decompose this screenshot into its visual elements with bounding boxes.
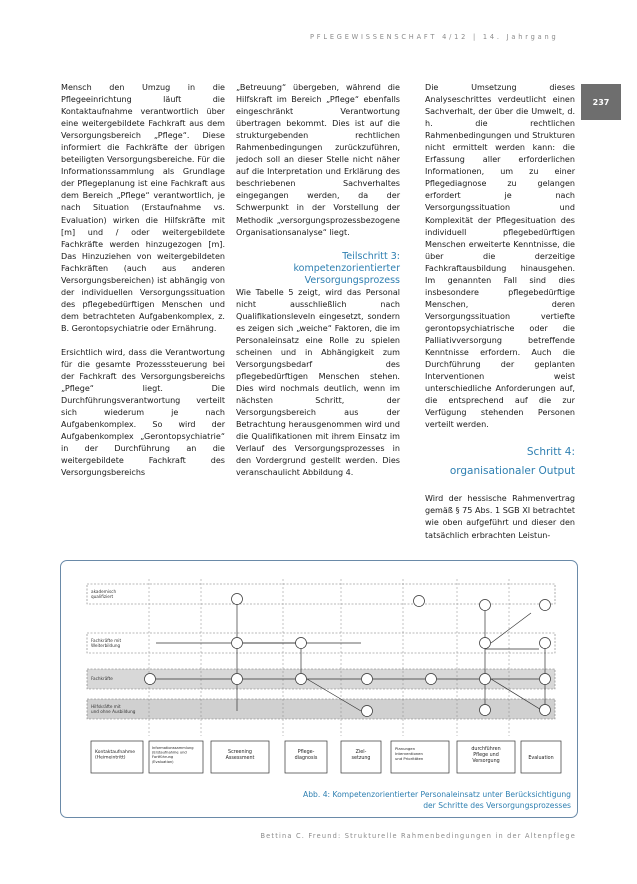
text-column-3 — [425, 82, 575, 542]
section-heading-line: kompetenzorientierter — [293, 262, 400, 274]
flow-nodes — [145, 594, 551, 717]
row-label-assistants: Hilfskräfte mit und ohne Ausbildung — [91, 704, 136, 714]
step-label-care: durchführen Pflege und Versorgung — [471, 747, 501, 764]
body-paragraph: „Betreuung“ übergeben, während die Hilfskraft im Bereich „Pflege“ ebenfalls eingeschränkt Verantwortung übertragen bekommt. Dies ist auf die strukturgebenden rechtlichen Rahmenbedingungen zurückzuführen, jedoch soll an dieser Stelle nicht näher auf die Interpretation und Erklärung des beschriebenen Sachverhaltes eingegangen werden, da der Schwerpunkt in der Vorstellung der Methodik „versorgungsprozessbezogene Organisationsanalyse“ liegt. — [236, 83, 400, 237]
figure-competence-diagram — [60, 560, 578, 818]
step-label-diagnosis: Pflege-diagnosis — [294, 750, 318, 761]
row-label-specialized: Fachkräfte mit Weiterbildung — [91, 638, 122, 648]
section-heading-line: organisationaler Output — [449, 465, 575, 478]
section-heading-line: Versorgungsprozess — [304, 274, 400, 286]
section-heading-line: Teilschritt 3: — [342, 250, 400, 262]
diagram-canvas — [61, 561, 577, 817]
step-label-information: Informationssammlung (Erstaufnahme und Fortführung /Evaluation) — [152, 746, 194, 764]
step-label-planning: Planungen Interventionen und Prioritäten — [395, 746, 424, 761]
row-label-academic: akademisch qualifiziert — [91, 589, 117, 599]
figure-caption — [216, 790, 571, 811]
step-label-evaluation: Evaluation — [528, 756, 554, 761]
text-column-1 — [61, 82, 225, 480]
text-column-2 — [236, 82, 400, 479]
flow-lines — [156, 599, 545, 711]
page-number-badge: 237 — [581, 84, 621, 120]
caption-line: Abb. 4: Kompetenzorientierter Personaleinsatz unter Berücksichtigung — [303, 790, 571, 799]
body-paragraph: Ersichtlich wird, dass die Verantwortung für die gesamte Prozesssteuerung bei der Fachkraft des Versorgungsbereichs „Pflege“ liegt. Die Durchführungsverantwortung verteilt sich wiederum je nach Aufgabenkomplex. So wird der Aufgabenkomplex „Gerontopsychiatrie“ in der Durchführung an die weitergebildete Fachkraft des Versorgungsbereichs — [61, 347, 225, 478]
step-label-screening: Screening Assessment — [225, 750, 255, 761]
step-label-contact: Kontaktaufnahme (Heimeintritt) — [95, 750, 136, 761]
row-label-skilled: Fachkräfte — [91, 676, 113, 681]
running-footer: Bettina C. Freund: Strukturelle Rahmenbedingungen in der Altenpflege — [260, 832, 576, 840]
running-header: PFLEGEWISSENSCHAFT 4/12 | 14. Jahrgang — [310, 33, 559, 41]
body-paragraph: Wird der hessische Rahmenvertrag gemäß § 75 Abs. 1 SGB XI betrachtet wie oben aufgeführt und dieser den tatsächlich erbrachten Leistun- — [425, 494, 575, 540]
caption-line: der Schritte des Versorgungsprozesses — [423, 800, 571, 810]
section-heading-line: Schritt 4: — [526, 446, 575, 459]
body-paragraph: Die Umsetzung dieses Analyseschrittes verdeutlicht einen Sachverhalt, der über die Umwelt, d. h. die rechtlichen Rahmenbedingungen und Strukturen nicht ermittelt werden kann: die Erfassung aller erforderlichen Informationen, um zu einer Pflegediagnose zu gelangen erfordert je nach Versorgungssituation und Komplexität der Pflegesituation des individuell pflegebedürftigen Menschen erweiterte Kenntnisse, die über die derzeitige Fachkraftausbildung hinausgehen. Im genannten Fall sind dies insbesondere pflegebedürftige Menschen, deren Versorgungssituation vertiefte gerontopsychiatrische oder die Palliativversorgung betreffende Kenntnisse erfordern. Auch die Durchführung der geplanten Interventionen weist unterschiedliche Anforderungen auf, die entsprechend auf die zur Verfügung stehenden Personen verteilt werden. — [425, 83, 575, 430]
body-paragraph: Mensch den Umzug in die Pflegeeinrichtung läuft die Kontaktaufnahme verantwortlich über eine weitergebildete Fachkraft aus dem Versorgungsbereich „Pflege“. Diese informiert die Fachkräfte der übrigen beteiligten Versorgungsbereiche. Für die Informationssammlung als Grundlage der Pflegeplanung ist eine Fachkraft aus dem Bereich „Pflege“ verantwortlich, je nach Situation (Erstaufnahme vs. Evaluation) wirken die Hilfskräfte mit [m] und / oder weitergebildete Fachkräfte werden hinzugezogen [m]. Das Hinzuziehen von weitergebildeten Fachkräften (auch aus anderen Versorgungsbereichen) ist abhängig von der individuellen Versorgungssituation des pflegebedürftigen Menschen und dem betrachteten Aufgabenkomplex, z. B. Gerontopsychiatrie oder Ernährung. — [61, 83, 225, 333]
body-paragraph: Wie Tabelle 5 zeigt, wird das Personal nicht ausschließlich nach Qualifikationsleveln eingesetzt, sondern es zeigen sich „weiche“ Faktoren, die im Personaleinsatz eine Rolle zu spielen scheinen und in Abhängigkeit zum Versorgungsbedarf des pflegebedürftigen Menschen stehen. Dies wird nochmals deutlich, wenn im nächsten Schritt, der Versorgungsbereich aus der Betrachtung herausgenommen wird und die Qualifikationen mit ihrem Einsatz im Verlauf des Versorgungsprozesses in den Vordergrund gestellt werden. Dies veranschaulicht Abbildung 4. — [236, 287, 400, 478]
step-label-goal: Ziel-setzung — [351, 750, 371, 761]
